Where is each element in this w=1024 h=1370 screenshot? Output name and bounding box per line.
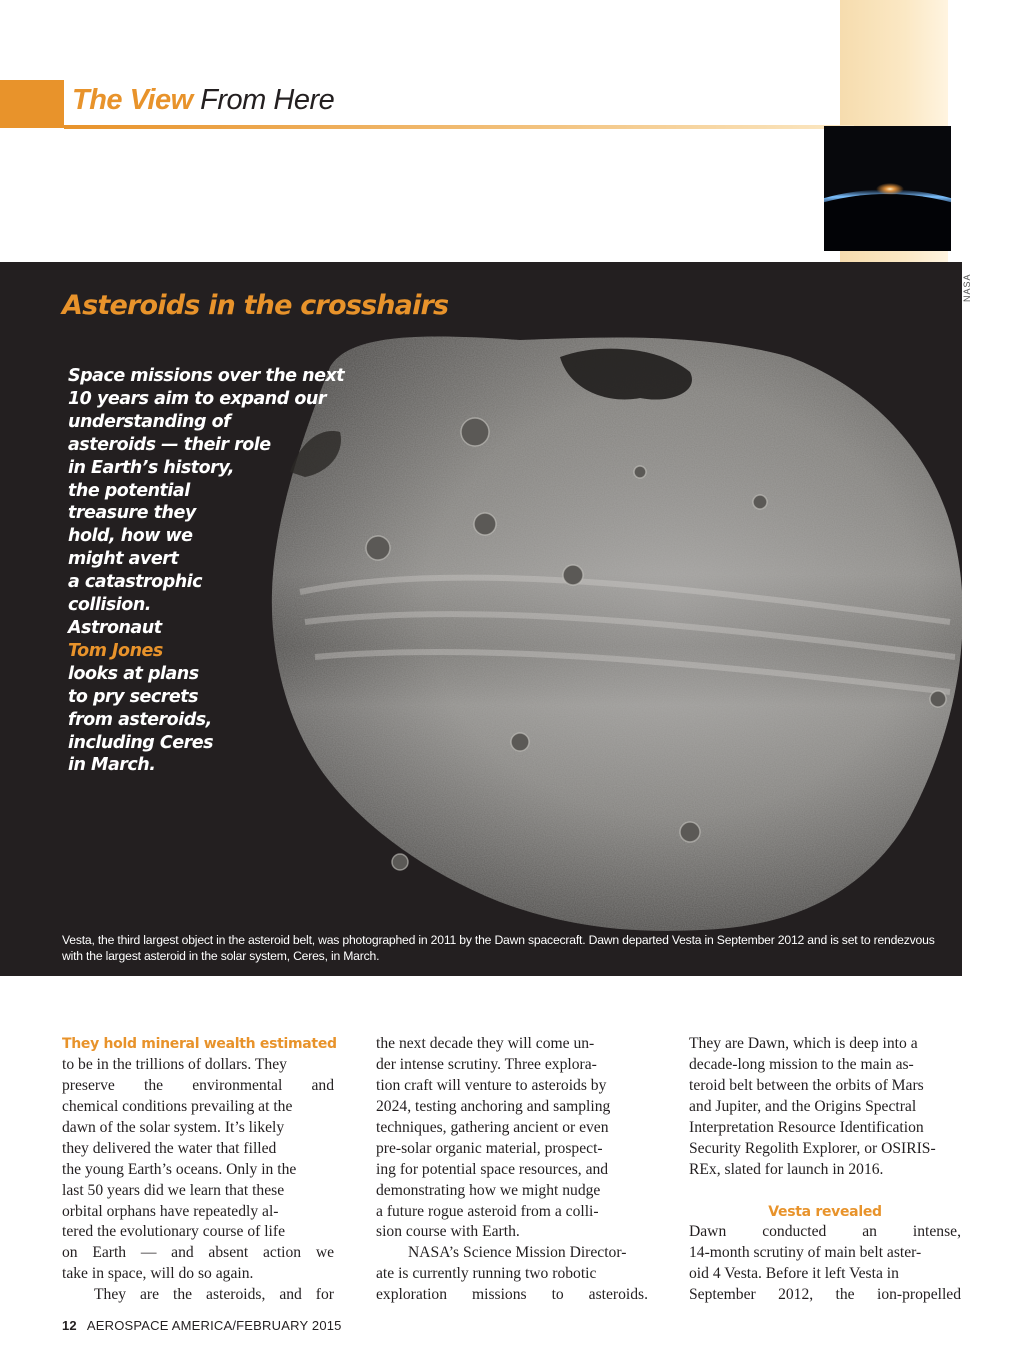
body-line: chemical conditions prevailing at the [62, 1097, 293, 1115]
standfirst-line: Space missions over the next [68, 366, 345, 386]
body-line: der intense scrutiny. Three explora- [376, 1055, 597, 1073]
article-column-1 [62, 1034, 337, 1306]
body-line: demonstrating how we might nudge [376, 1181, 601, 1199]
body-line: decade-long mission to the main as- [689, 1055, 914, 1073]
standfirst-line: looks at plans [68, 663, 199, 684]
standfirst-line: treasure they [68, 503, 196, 524]
lead-in [62, 1034, 337, 1055]
earth-horizon-graphic [824, 126, 951, 251]
author-name: Tom Jones [68, 640, 163, 661]
body-line: ing for potential space resources, and [376, 1160, 609, 1178]
photo-caption: Vesta, the third largest object in the asteroid belt, was photographed in 2011 by the Dawn spacecraft. Dawn departed Vesta in September 2012 and is set to rendezvous with the largest asteroid in the solar system, Ceres, in March. [62, 933, 935, 963]
section-title-accent: The View [72, 84, 193, 116]
header-rule [64, 125, 854, 129]
body-line: 2024, testing anchoring and sampling [376, 1097, 611, 1115]
standfirst-line: a catastrophic [68, 572, 203, 593]
page-footer [62, 1318, 342, 1333]
body-line: a future rogue asteroid from a colli- [376, 1202, 599, 1220]
body-line: the young Earth’s oceans. Only in the [62, 1160, 297, 1178]
standfirst-line: from asteroids, [68, 709, 212, 730]
body-line: the next decade they will come un- [376, 1035, 595, 1052]
body-line: tion craft will venture to asteroids by [376, 1076, 607, 1094]
body-line: Security Regolith Explorer, or OSIRIS- [689, 1139, 936, 1157]
standfirst-line: Astronaut [68, 617, 162, 638]
body-line: on Earth — and absent action we [62, 1244, 334, 1262]
photo-credit: NASA [962, 273, 972, 302]
standfirst [68, 365, 348, 777]
standfirst-line: collision. [68, 595, 151, 616]
body-line: They are the asteroids, and for [94, 1286, 334, 1304]
standfirst-line: might avert [68, 549, 179, 570]
standfirst-line: to pry secrets [68, 686, 199, 707]
body-line: 14-month scrutiny of main belt aster- [689, 1244, 922, 1262]
section-header-bar [0, 80, 64, 128]
body-line: preserve the environmental and [62, 1076, 334, 1094]
standfirst-line: understanding of [68, 411, 231, 432]
standfirst-line: 10 years aim to expand our [68, 388, 326, 409]
section-title [72, 84, 334, 117]
publication-name: AEROSPACE AMERICA/FEBRUARY 2015 [86, 1318, 342, 1333]
standfirst-line: including Ceres [68, 732, 214, 753]
standfirst-line: hold, how we [68, 526, 193, 547]
body-line: teroid belt between the orbits of Mars [689, 1076, 924, 1094]
standfirst-line: asteroids — their role [68, 434, 271, 455]
earth-horizon-image [824, 126, 951, 251]
body-line: dawn of the solar system. It’s likely [62, 1118, 285, 1136]
standfirst-line: in March. [68, 755, 156, 776]
lead-in-text: They hold mineral wealth estimated [62, 1036, 337, 1052]
body-line: REx, slated for launch in 2016. [689, 1160, 884, 1178]
article-column-2 [376, 1034, 648, 1306]
body-line: to be in the trillions of dollars. They [62, 1055, 287, 1073]
body-line: and Jupiter, and the Origins Spectral [689, 1097, 917, 1115]
body-line: September 2012, the ion-propelled [689, 1286, 961, 1304]
standfirst-line: in Earth’s history, [68, 457, 235, 478]
body-line: exploration missions to asteroids. [376, 1286, 648, 1304]
body-line: Interpretation Resource Identification [689, 1118, 924, 1136]
body-line: pre-solar organic material, prospect- [376, 1139, 603, 1157]
body-line: last 50 years did we learn that these [62, 1181, 285, 1199]
body-line: tered the evolutionary course of life [62, 1223, 285, 1241]
paragraph-gap [689, 1181, 961, 1202]
hero-title: Asteroids in the crosshairs [62, 290, 449, 321]
section-title-rest: From Here [192, 84, 335, 116]
body-line: They are Dawn, which is deep into a [689, 1035, 918, 1052]
body-line: ate is currently running two robotic [376, 1265, 597, 1283]
body-line: take in space, will do so again. [62, 1265, 254, 1283]
body-line: orbital orphans have repeatedly al- [62, 1202, 279, 1220]
body-line: Dawn conducted an intense, [689, 1223, 961, 1241]
body-line: techniques, gathering ancient or even [376, 1118, 609, 1136]
subhead-vesta-revealed: Vesta revealed [768, 1203, 882, 1220]
article-column-3 [689, 1034, 961, 1306]
body-line: oid 4 Vesta. Before it left Vesta in [689, 1265, 899, 1283]
hero-feature [0, 262, 962, 976]
body-line: NASA’s Science Mission Director- [408, 1244, 627, 1262]
body-line: they delivered the water that filled [62, 1139, 277, 1157]
body-line: sion course with Earth. [376, 1223, 520, 1241]
page-number: 12 [62, 1318, 77, 1333]
standfirst-line: the potential [68, 480, 190, 501]
